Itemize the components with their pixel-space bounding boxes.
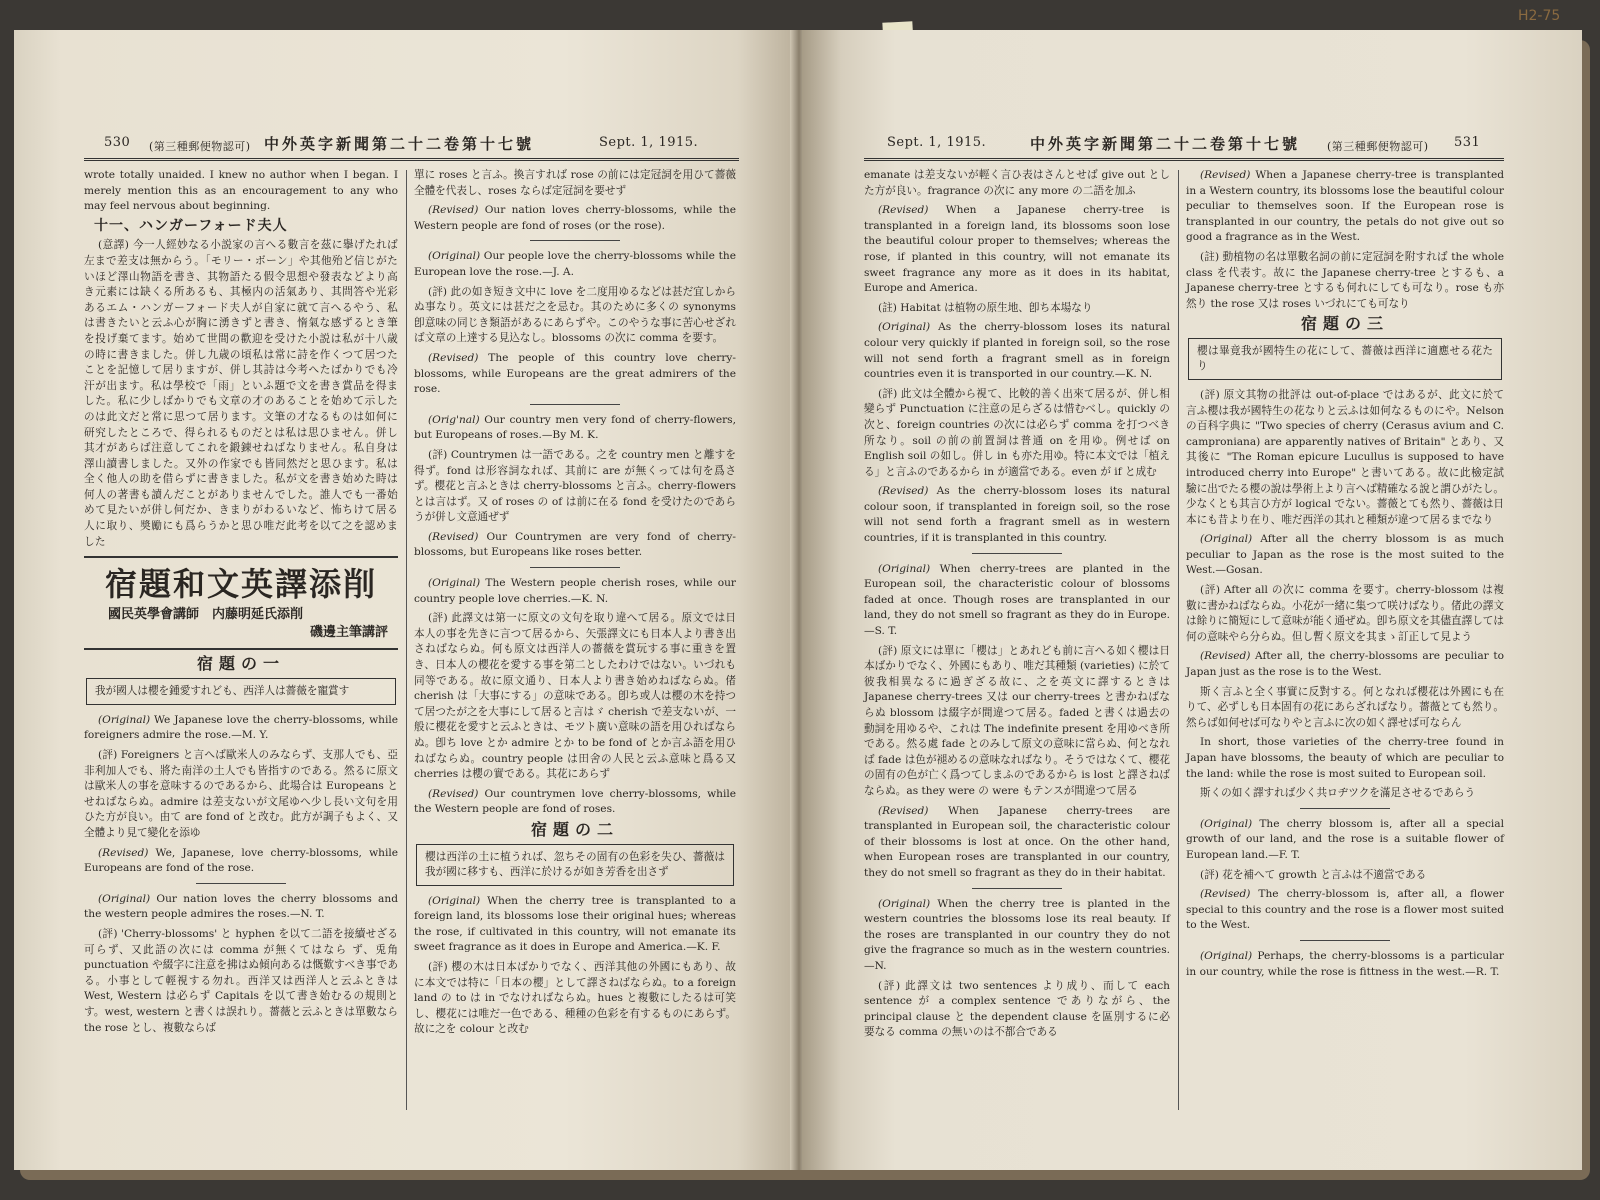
separator xyxy=(196,883,286,884)
item-text: In short, those varieties of the cherry-tree found in Japan have blossoms, the beauty of which are peculiar to the land: while the rose is most suited to European soil. xyxy=(1186,736,1504,780)
item-label: (評) xyxy=(428,960,448,973)
item-label: (Revised) xyxy=(428,787,479,800)
list-item xyxy=(84,846,398,877)
list-item xyxy=(84,927,398,1036)
page-number-right: 531 xyxy=(1454,135,1481,150)
item-text: Our nation loves the cherry blossoms and the western people admires the roses.—N. T. xyxy=(84,892,398,921)
item-label: (Original) xyxy=(1200,949,1253,962)
margin-note: H2-75 xyxy=(1518,8,1561,24)
item-text: When the cherry tree is transplanted to a foreign land, its blossoms lose their original hues; whereas the rose, if cultivated in this country, will not emanate its sweet fragrance as it does in Europe and America.—K. F. xyxy=(414,894,736,954)
right-column-2 xyxy=(1186,168,1504,984)
item-label: (Original) xyxy=(98,713,151,726)
item-text: We Japanese love the cherry-blossoms, while foreigners admire the rose.—M. Y. xyxy=(84,713,399,742)
item-text: 此文は全體から視て、比較的善く出來て居るが、併し相變らず Punctuation に注意の足らざるは惜むべし。quickly の次と、foreign countries の次には必らず comma を打つべき所なり。soil の前の前置詞は普通 on を用ゆ。例せば on English soil の如し。併し in も亦た用ゆ。特に本文では「植える」と言ふのであるから in が適當である。even が if と成む xyxy=(864,387,1170,478)
item-label: (Revised) xyxy=(878,804,929,817)
item-label: (Revised) xyxy=(428,530,479,543)
list-item xyxy=(864,203,1170,297)
list-item xyxy=(1186,685,1504,732)
list-item xyxy=(1186,250,1504,312)
list-item xyxy=(414,168,736,199)
item-label: (評) xyxy=(878,387,898,400)
item-text: When a Japanese cherry-tree is transplanted in a foreign land, its blossoms soon lose the beautiful colour proper to themselves; whereas the rose, if planted in this country, will not emanate its sweet fragrance any more as it does in its habitat, Europe and America. xyxy=(864,204,1170,295)
separator xyxy=(1300,808,1390,809)
list-item xyxy=(864,484,1170,546)
section-main-title: 宿題和文英譯添削 xyxy=(104,565,377,604)
item-label: (Revised) xyxy=(1200,650,1251,663)
column-rule-left xyxy=(406,170,407,1110)
divider xyxy=(84,556,398,558)
list-item xyxy=(414,249,736,280)
item-text: 此譯文は two sentences より成り、而して each sentence が a complex sentence でありながら、the principal clause と the dependent clause を區別するに必要なる comma の無いのは不都合である xyxy=(864,979,1170,1039)
item-text: 櫻の木は日本ばかりでなく、西洋其他の外國にもあり、故に本文では特に「日本の櫻」として譯さねばならぬ。to a foreign land の to は in でなければならぬ。hues と複數にしたるは可笑し、櫻花には唯だ一色である、種種の色彩を有するものにあらず。故に之を colour と改む xyxy=(414,960,736,1036)
section-heading-1: 宿題の一 xyxy=(196,654,285,674)
item-text: The cherry-blossom is, after all, a flower special to this country and the rose is a flower most suited to the West. xyxy=(1186,888,1504,932)
list-item xyxy=(84,713,398,744)
item-label: (評) xyxy=(1200,584,1220,597)
item-label: (Orig'nal) xyxy=(428,413,480,426)
section-heading-2: 宿題の二 xyxy=(530,819,619,839)
item-label: (註) xyxy=(1200,250,1220,263)
body-paragraph: (意譯) 今一人經妙なる小説家の言へる數言を茲に擧げたれば左まで差支は無からう。「モリー・ボーン」や其他殆ど信じがたいほど澤山物語を書き、其物語たる假令思想や發表などより高き元素には缺くる所あるも、其極内の活氣あり、其問答や光彩あるエム・ハンガーフォード夫人が自家に就て言へるやう、私は書きたいと云ふ心が胸に湧きずと書き、惰氣な感ずるとき筆を投げ棄てます。始めて世間の歡迎を受けた小説は私が十八歳の時に書きました。併し九歳の頃私は常に詩を作くつて居つたことを記憶して居りますが、併し其詩は今考へたばかりでも冷汗が出ます。私は學校で「雨」といふ題で文を書き賞品を得ました。私に少しばかりでも文章の才のあることを始めて示したのは此文だと常に思つて居ります。文筆の才なるものは如何に研究したところで、得られるものだとは私は思ひません。併し其才があらば注意してこれを鍛錬せねばなりません。私自身は澤山讀書しました。又外の作家でも皆同然だと思ひます。私は全く他人の助を借らずに書きました。私が文を書き始めた時は何人の著書も讀んだことがありませんでした。誰人でも一番始めて見たいが併し何だか、きまりがわるいなど、怖ちけて居る人に取り、奬勵にも爲らうかと思ひ唯だ此考を以て之を認めました xyxy=(84,239,398,548)
item-text: Perhaps, the cherry-blossoms is a particular in our country, while the rose is fittness in the west.—R. T. xyxy=(1186,949,1504,978)
page-number-left: 530 xyxy=(104,135,131,150)
item-label: (Revised) xyxy=(98,846,149,859)
header-rule-left xyxy=(84,158,739,161)
permit-right: (第三種郵便物認可) xyxy=(1327,140,1429,153)
list-item xyxy=(1186,949,1504,980)
item-label: (Revised) xyxy=(1200,169,1251,181)
item-text: 原文には單に「櫻は」とあれども前に言へる如く櫻は日本ばかりでなく、外國にもあり、唯だ其種類 (varieties) に於て彼我相異なるに過ぎざる故に、之を英文に譯するときは Japanese cherry-trees 又は our cherry-trees と書かねばならぬ blossom は綴字が間違つて居る。faded と書くは過去の動詞を用ゆるや、これは The indefinite present を用ゆべき所である。然る處 fade とのみして原文の意味に當らぬ、何となれば fade は色が褪めるの意味なればなり。そうではなくて、櫻花の固有の色が亡く爲つてしまふのであるから is lost と譯さねばならぬ。as they were の were もテンスが間違つて居る xyxy=(864,644,1170,797)
separator xyxy=(530,240,620,241)
column-rule-right xyxy=(1178,170,1179,1110)
list-item xyxy=(414,960,736,1038)
item-text: Our nation loves cherry-blossoms, while the Western people are fond of roses (or the rose). xyxy=(414,204,736,232)
item-text: The people of this country love cherry-blossoms, while Europeans are the great admirers of the rose. xyxy=(414,351,736,396)
item-text: 此の如き短き文中に love を二度用ゆるなどは甚だ宜しからぬ事なり。英文には甚だ之を忌む。其のために多くの synonyms 卽意味の同じき類語があるにあらずや。このやうな事に苦心せざれば文章の上達する見込なし。blossoms の次に comma を要す。 xyxy=(414,285,736,345)
list-item xyxy=(414,448,736,526)
list-item xyxy=(1186,735,1504,782)
item-text: When the cherry tree is planted in the western countries the blossoms lose its real beauty. If the roses are transplanted in our country they do not give the fragrance so much as in the western countries.—N. xyxy=(864,897,1170,972)
list-item xyxy=(414,530,736,561)
item-label: (Revised) xyxy=(1200,888,1251,901)
item-label: (Original) xyxy=(878,562,931,575)
list-item xyxy=(864,387,1170,481)
list-item xyxy=(414,894,736,956)
separator xyxy=(530,567,620,568)
list-item xyxy=(84,748,398,842)
item-label: (Revised) xyxy=(428,204,479,217)
header-rule-right xyxy=(864,158,1504,161)
item-text: 原文其物の批評は out-of-place ではあるが、此文に於て言ふ櫻は我が國特生の花なりと云ふは如何なるものにや。Nelson の百科字典に "Two species of cherry (Cerasus avium and C. camproniana) are apparently natives of Britain" とあり、又其後に "The Roman epicure Lucullus is supposed to have introduced cherry into Europe" と書いてある。故に此檢定試驗に出でたる櫻の說は學術上より言へば精確なる說と謂ひがたし。少なくとも其言ひ方が logical でない。薔薇とても然り、薔薇は日本にも昔より在り、唯だ西洋の其れと種類が違つて居るまでなり xyxy=(1186,388,1504,526)
item-label: (Original) xyxy=(1200,817,1253,830)
item-label: (Original) xyxy=(428,577,481,590)
list-item xyxy=(414,203,736,234)
list-item xyxy=(1186,817,1504,864)
item-label: (評) xyxy=(1200,388,1220,401)
item-text: When cherry-trees are planted in the European soil, the characteristic colour of blossoms faded at once. Though roses are transplanted in our land, they do not smell so fragrant as they do in Europe.—S. T. xyxy=(864,562,1170,638)
intro-text: wrote totally unaided. I knew no author when I began. I merely mention this as an encouragement to any who may feel nervous about beginning. xyxy=(84,169,398,213)
item-label: (評) xyxy=(428,612,448,625)
item-text: When Japanese cherry-trees are transplanted in European soil, the characteristic colour of their blossoms is lost at once. On the other hand, when European roses are transplanted in our country, they do not smell so fragrant as they do in their habitat. xyxy=(864,804,1171,879)
subheading: 十一、ハンガーフォード夫人 xyxy=(94,217,288,234)
left-column-2 xyxy=(414,168,736,1042)
list-item xyxy=(864,897,1170,975)
item-text: Our people love the cherry-blossoms while the European love the rose.—J. A. xyxy=(414,250,736,278)
list-item xyxy=(864,804,1170,882)
journal-title-right: 中外英字新聞第二十二卷第十七號 xyxy=(1030,135,1301,153)
item-text: The cherry blossom is, after all a special growth of our land, and the rose is a suitable flower of European land.—F. T. xyxy=(1186,817,1504,861)
item-label: (Original) xyxy=(878,321,931,334)
task-box-3: 櫻は畢竟我が國特生の花にして、薔薇は西洋に適應せる花たり xyxy=(1188,338,1502,380)
list-item xyxy=(1186,583,1504,645)
left-column-1 xyxy=(84,168,398,1040)
item-text: Our countrymen love cherry-blossoms, while the Western people are fond of roses. xyxy=(414,787,737,816)
list-item xyxy=(84,892,398,923)
item-text: After all, the cherry-blossoms are peculiar to Japan just as the rose is to the West. xyxy=(1186,650,1504,679)
issue-date-right: Sept. 1, 1915. xyxy=(887,135,987,150)
item-text: 'Cherry-blossoms' と hyphen を以て二語を接續せざる可らず、又此語の次には comma が無くてはなら ず、兎角 punctuation や綴字に注意を拂はぬ傾向あるは慨歎すべき事である。小事として輕視する勿れ。西洋又は西洋人と云ふときは West, Western は必らず Capitals を以て書き始むるの規則とす。west, western と書くは誤れり。薔薇と云ふときは單數なら the rose とし、複數ならば xyxy=(84,927,398,1034)
item-text: The Western people cherish roses, while our country people love cherries.—K. N. xyxy=(414,577,736,605)
list-item xyxy=(1186,388,1504,528)
item-text: Countrymen は一語である。之を country men と離すを得ず。fond は形容詞なれば、其前に are が無くっては句を爲さず。櫻花と言ふときは cherry-blossoms と言ふ。cherry-flowers とは言はず。又 of roses の of は前に在る fond を受けたのであらうが併し文意通ぜず xyxy=(414,448,736,524)
item-text: As the cherry-blossom loses its natural colour soon, if transplanted in foreign soil, so the rose will not send forth a fragrant smell as in western countries, if it is transplanted in this country. xyxy=(864,485,1170,545)
item-label: (Original) xyxy=(1200,533,1253,546)
list-item xyxy=(1186,868,1504,884)
item-text: When a Japanese cherry-tree is transplanted in a Western country, its blossoms lose the beautiful colour peculiar to themselves soon. If the European rose is transplanted in our country, the petals do not give out so good a fragrance as in the West. xyxy=(1186,169,1504,244)
item-text: 單に roses と言ふ。換言すれば rose の前には定冠詞を用ひて薔薇全體を代表し、roses ならば定冠詞を要せず xyxy=(414,169,736,197)
item-text: Foreigners と言へば歐米人のみならず、支那人でも、亞非利加人でも、將た南洋の土人でも皆指すのである。然るに原文は歐米人の事を意味するのであるから、此場合は Europeans とせねばならぬ。admire は差支ないが文尾ゆへ少し長い文句を用ひた方が良い。由て are fond of と改む。此方が調子もよく、又全體より見て變化を添ゆ xyxy=(84,749,398,839)
list-item xyxy=(1186,887,1504,934)
item-label: (評) xyxy=(428,448,448,461)
left-page xyxy=(14,30,800,1170)
item-label: (評) xyxy=(98,927,118,940)
permit-left: (第三種郵便物認可) xyxy=(149,140,251,153)
right-page xyxy=(802,30,1582,1170)
list-item xyxy=(864,562,1170,640)
item-label: (Original) xyxy=(428,894,481,907)
list-item xyxy=(864,320,1170,382)
list-item xyxy=(414,576,736,607)
list-item xyxy=(1186,786,1504,802)
separator xyxy=(530,404,620,405)
item-label: (Original) xyxy=(878,897,931,910)
separator xyxy=(1300,940,1390,941)
item-text: As the cherry-blossom loses its natural colour very quickly if planted in foreign soil, so the rose will not send forth a fragrant smell as in foreign countries even it is transported in our country.—K. N. xyxy=(864,321,1170,381)
item-text: 斯くの如く譯すれば少く共ロヂツクを滿足させるであらう xyxy=(1200,787,1476,800)
list-item xyxy=(414,611,736,783)
list-item xyxy=(864,301,1170,317)
list-item xyxy=(1186,649,1504,680)
list-item xyxy=(414,351,736,398)
issue-date-left: Sept. 1, 1915. xyxy=(599,135,699,150)
item-text: 斯く言ふと全く事實に反對する。何となれば櫻花は外國にも在りて、必ずしも日本固有の花にあらざればなり。薔薇とても然り。然らば如何せば可なりやと言ふに次の如く譯せば可ならん xyxy=(1186,685,1504,729)
list-item xyxy=(414,285,736,347)
right-column-1 xyxy=(864,168,1170,1045)
item-label: (註) xyxy=(878,301,897,314)
item-label: (Revised) xyxy=(878,485,929,498)
list-item xyxy=(1186,532,1504,579)
list-item xyxy=(414,787,736,818)
item-text: emanate は差支ないが輕く言ひ表はさんとせば give out とした方が良い。fragrance の次に any more の二語を加ふ xyxy=(864,169,1170,197)
item-label: (評) xyxy=(878,979,901,992)
item-label: (Revised) xyxy=(878,204,929,217)
item-label: (評) xyxy=(428,285,448,298)
list-item xyxy=(1186,168,1504,246)
byline-editor: 國民英學會講師 内藤明延氏添削 xyxy=(108,607,304,623)
separator xyxy=(972,553,1062,554)
task-box-1: 我が國人は櫻を鍾愛すれども、西洋人は薔薇を寵賞す xyxy=(86,678,396,705)
item-text: 花を補へて growth と言ふは不適當である xyxy=(1222,868,1427,881)
section-heading-3: 宿題の三 xyxy=(1300,314,1389,334)
item-label: (Original) xyxy=(428,250,481,263)
item-text: Our country men very fond of cherry-flowers, but Europeans of roses.—By M. K. xyxy=(414,413,736,442)
item-label: (評) xyxy=(878,644,898,657)
item-text: After all の次に comma を要す。cherry-blossom は複數に書かねばならぬ。小花が一緒に集つて咲けばなり。偖此の譯文は餘りに簡短にして意味が能く通ぜぬ。卽ち原文を其儘直譯しては何の意味やら分らぬ。但し暫く原文を其まゝ訂正して見よう xyxy=(1186,584,1504,643)
item-text: 動植物の名は單數名詞の前に定冠詞を附すれば the whole class を代表す。故に the Japanese cherry-tree とするも、a Japanese cherry-tree とするも何れにしても可なり。rose も亦然り the rose 又は roses いづれにても可なり xyxy=(1186,250,1504,310)
item-label: (評) xyxy=(98,749,118,762)
journal-title-left: 中外英字新聞第二十二卷第十七號 xyxy=(264,135,535,153)
list-item xyxy=(864,168,1170,199)
list-item xyxy=(414,413,736,444)
item-text: Habitat は植物の原生地、卽ち本場なり xyxy=(900,301,1093,314)
task-box-2: 櫻は西洋の土に植うれば、忽ちその固有の色彩を失ひ、薔薇は我が國に移すも、西洋に於けるが如き芳香を出さず xyxy=(416,844,734,886)
separator xyxy=(972,888,1062,889)
item-label: (評) xyxy=(1200,868,1219,881)
item-text: Our Countrymen are very fond of cherry-blossoms, but Europeans like roses better. xyxy=(414,530,736,559)
item-label: (Original) xyxy=(98,892,151,905)
list-item xyxy=(864,644,1170,800)
divider xyxy=(84,648,398,650)
item-text: After all the cherry blossom is as much peculiar to Japan as the rose is the most suited to the West.—Gosan. xyxy=(1186,533,1504,577)
item-text: 此譯文は第一に原文の文句を取り違へて居る。原文では日本人の事を先きに言つて居るから、矢張譯文にも日本人より書き出さねばならぬ。何も原文は西洋人の薔薇を賞玩する事に重きを置き、日本人の櫻花を愛する事を第二としたわけではない。いづれも同等である。故に原文通り、日本人より書き始めねばならぬ。偖 cherish は「大事にする」の意味である。卽ち或人は櫻の木を持つて居つたが之を大事にして居ると言はゞ cherish で差支ないが、一般に櫻花を愛すと云ふときは、モツト廣い意味の語を用ひればならぬ。卽ち love とか admire とか to be fond of とか言ふ語を用ひねばならぬ。country people は田舍の人民と云ふ意味と爲る又 cherries は櫻の實である。其花にあらず xyxy=(414,612,737,781)
item-label: (Revised) xyxy=(428,351,479,364)
list-item xyxy=(864,979,1170,1041)
byline-critic: 磯邊主筆講評 xyxy=(309,625,388,641)
item-text: We, Japanese, love cherry-blossoms, while Europeans are fond of the rose. xyxy=(84,846,399,875)
